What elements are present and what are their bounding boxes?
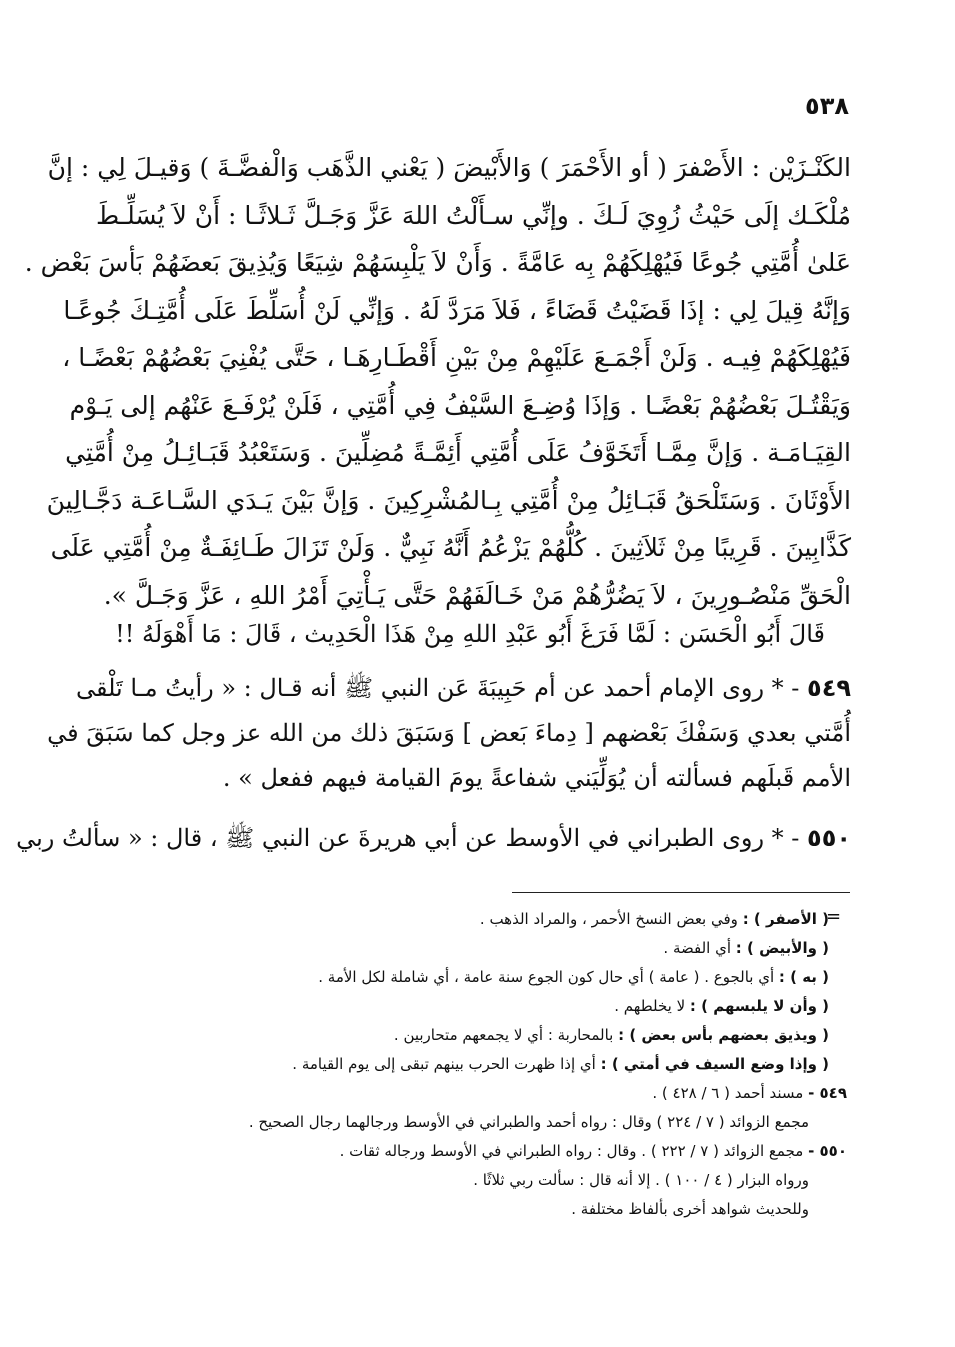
footnote-text: أي الفضة . xyxy=(663,939,736,957)
footnote-label: ( الأصفر ) : xyxy=(742,910,829,928)
footnote-text: أي بالجوع . ( عامة ) أي حال كون الجوع سنة عامة ، أي شاملة لكل الأمة . xyxy=(318,968,779,986)
footnote-separator xyxy=(512,892,850,893)
footnote-label: ( وإذا وضع السيف في أمتي ) : xyxy=(600,1055,829,1073)
footnote-text: أي إذا ظهرت الحرب بينهم تبقى إلى يوم القيامة . xyxy=(292,1055,601,1073)
text-line: وَإنَّهُ قِيلَ لِي : إذَا قَضَيْتُ قَضَاءً ، فَلاَ مَرَدَّ لَهُ . وَإنِّي لَنْ أُسَلِّطَ عَلَى أُمَّتِـكَ جُوعًـا xyxy=(63,295,851,325)
text-line: عَلىٰ أُمَّتِي جُوعًا فَيُهْلِكَهُمْ بِه عَامَّةً . وَأَنْ لاَ يَلْبِسَهُمْ شِيَعًا وَيُذِيقَ بَعضَهُمْ بَأسَ بَعْض . xyxy=(24,248,851,277)
footnote-text: وللحديث شواهد أخرى بألفاظ مختلفة . xyxy=(571,1200,809,1218)
footnote xyxy=(189,1166,829,1195)
footnote xyxy=(189,992,829,1021)
footnote-text: مجمع الزوائد ( ٧ / ٢٢٢ ) . وقال : رواه الطبراني في الأوسط ورجاله ثقات . xyxy=(339,1142,809,1160)
footnote xyxy=(189,1050,829,1079)
continuation-mark: = xyxy=(826,906,842,927)
footnote xyxy=(189,1137,847,1166)
footnote-text: مسند أحمد ( ٦ / ٤٢٨ ) . xyxy=(652,1084,809,1102)
footnote xyxy=(189,1195,829,1224)
footnote-label: ٥٤٩ - xyxy=(808,1084,847,1102)
hadith-continuation-text xyxy=(24,144,851,619)
footnote-label: ( ويذيق بعضهم بأس بعض ) : xyxy=(618,1026,829,1044)
footnote-text: وفي بعض النسخ الأحمر ، والمراد الذهب . xyxy=(479,910,743,928)
text-line: أُمَّتي بعدي وَسَفْكَ بَعْضهم [ دِماءَ بَعض ] وَسَبَقَ ذلك من الله عز وجل كما سَبَقَ في xyxy=(47,719,851,747)
text-line: - * روى الطبراني في الأوسط عن أبي هريرةَ عن النبي ﷺ ، قال : « سألتُ ربي xyxy=(16,824,800,852)
text-line: - * روى الإمام أحمد عن أم حَبِيبَةَ عَن النبي ﷺ أنه قـال : « رأيتُ مـا تَلْقى xyxy=(75,674,800,702)
footnote-label: ( به ) : xyxy=(778,968,829,986)
footnote xyxy=(189,1079,847,1108)
footnote xyxy=(189,963,829,992)
footnote-text: لا يخلطهم . xyxy=(614,997,690,1015)
footnote xyxy=(189,1021,829,1050)
page-number: ٥٣٨ xyxy=(805,92,849,120)
abulhasan-remark xyxy=(115,612,825,657)
footnote-label: ( وأن لا يلبسهم ) : xyxy=(689,997,829,1015)
text-line: الْحَقِّ مَنْصُـورِينَ ، لاَ يَضُرُّهُمْ مَنْ خَـالَفَهُمْ حَتَّى يَـأْتِيَ أَمْرُ اللهِ ، عَزَّ وَجَـلَّ ». xyxy=(103,580,851,610)
footnote-text: مجمع الزوائد ( ٧ / ٢٢٤ ) وقال : رواه أحمد والطبراني في الأوسط ورجالهما رجال الصحيح . xyxy=(248,1113,809,1131)
footnote xyxy=(189,1108,829,1137)
hadith-549 xyxy=(47,666,851,801)
footnote-label: ٥٥٠ - xyxy=(808,1142,847,1160)
text-line: وَيَقْتُـلَ بَعْضُهُمْ بَعْضًـا . وَإذَا وُضِـعَ السَّيْفُ فِي أُمَّتِي ، فَلَنْ يُرْفَـعَ عَنْهُم إلى يَـوْم xyxy=(69,390,851,420)
text-line: كَذَّابِينَ . قَرِيبًا مِنْ ثَلاَثِينَ . كُلُّهُمْ يَزْعُمُ أَنَّهُ نَبِيٌّ . وَلَنْ تَزَالَ طَـائِفَـةٌ مِنْ أُمَّتِي عَلَى xyxy=(50,533,851,562)
footnote-text: بالمحاربة : أي لا يجمعهم متحاربين . xyxy=(393,1026,619,1044)
footnotes xyxy=(189,905,847,1224)
text-line: مُلْكَـك إلَى حَيْثُ زُوِيَ لَـكَ . وإنِّي سـأَلْتُ اللهَ عَزَّ وَجَـلَّ ثَـلاثًـا : أَنْ لاَ يُسَلِّـطَ xyxy=(96,200,851,230)
footnote xyxy=(189,934,829,963)
text-line: الأَوْثَانَ . وَسَتَلْحَقُ قَبَـائِلُ مِنْ أُمَّتِي بِـالمُشْرِكِينَ . وَإنَّ بَيْنَ يَـدَي السَّـاعَـة دَجَّـالِينَ xyxy=(46,485,851,515)
hadith-number: ٥٤٩ xyxy=(807,674,851,702)
text-line: الأمم قَبلَهم فسألته أن يُوَلِّيَني شفاعةً يومَ القيامة فيهم ففعل » . xyxy=(222,764,851,792)
footnote-text: ورواه البزار ( ٤ / ١٠٠ ) . إلا أنه قال : سألت ربي ثلاثًا . xyxy=(473,1171,809,1189)
hadith-550 xyxy=(16,816,851,861)
footnote-label: ( والأبيض ) : xyxy=(735,939,829,957)
hadith-550-first-line xyxy=(16,816,851,861)
text-line: القِيَـامَـة . وَإنَّ مِمَّـا أَتَخَوَّفُ عَلَى أُمَّتِي أَئِمَّـةً مُضِلِّينَ . وَسَتَعْبُدُ قَبَـائِـلُ مِنْ أُمَّتِي xyxy=(65,438,851,467)
hadith-549-first-line xyxy=(75,666,851,711)
text-line: فَيُهْلِكَهُمْ فِيـه . وَلَنْ أَجْمَـعَ عَلَيْهِمْ مِنْ بَيْنِ أَقْطَـارِهَـا ، حَتَّى يُفْنِيَ بَعْضُهُمْ بَعْضًـا ، xyxy=(62,343,851,372)
hadith-number: ٥٥٠ xyxy=(807,824,851,852)
text-line: الكَنْـزَيْن : الأَصْفرَ ( أو الأَحْمَرَ ) وَالأَبْيضَ ( يَعْني الذَّهَب وَالْفضَّـةَ ) وَقيـلَ لِي : إنَّ xyxy=(47,153,851,182)
text-line: قَالَ أَبُو الْحَسَن : لَمَّا فَرَغَ أَبُو عَبْدِ اللهِ مِنْ هَذَا الْحَدِيث ، قَالَ : مَا أَهْوَلَهُ !! xyxy=(115,620,825,648)
footnote xyxy=(189,905,829,934)
